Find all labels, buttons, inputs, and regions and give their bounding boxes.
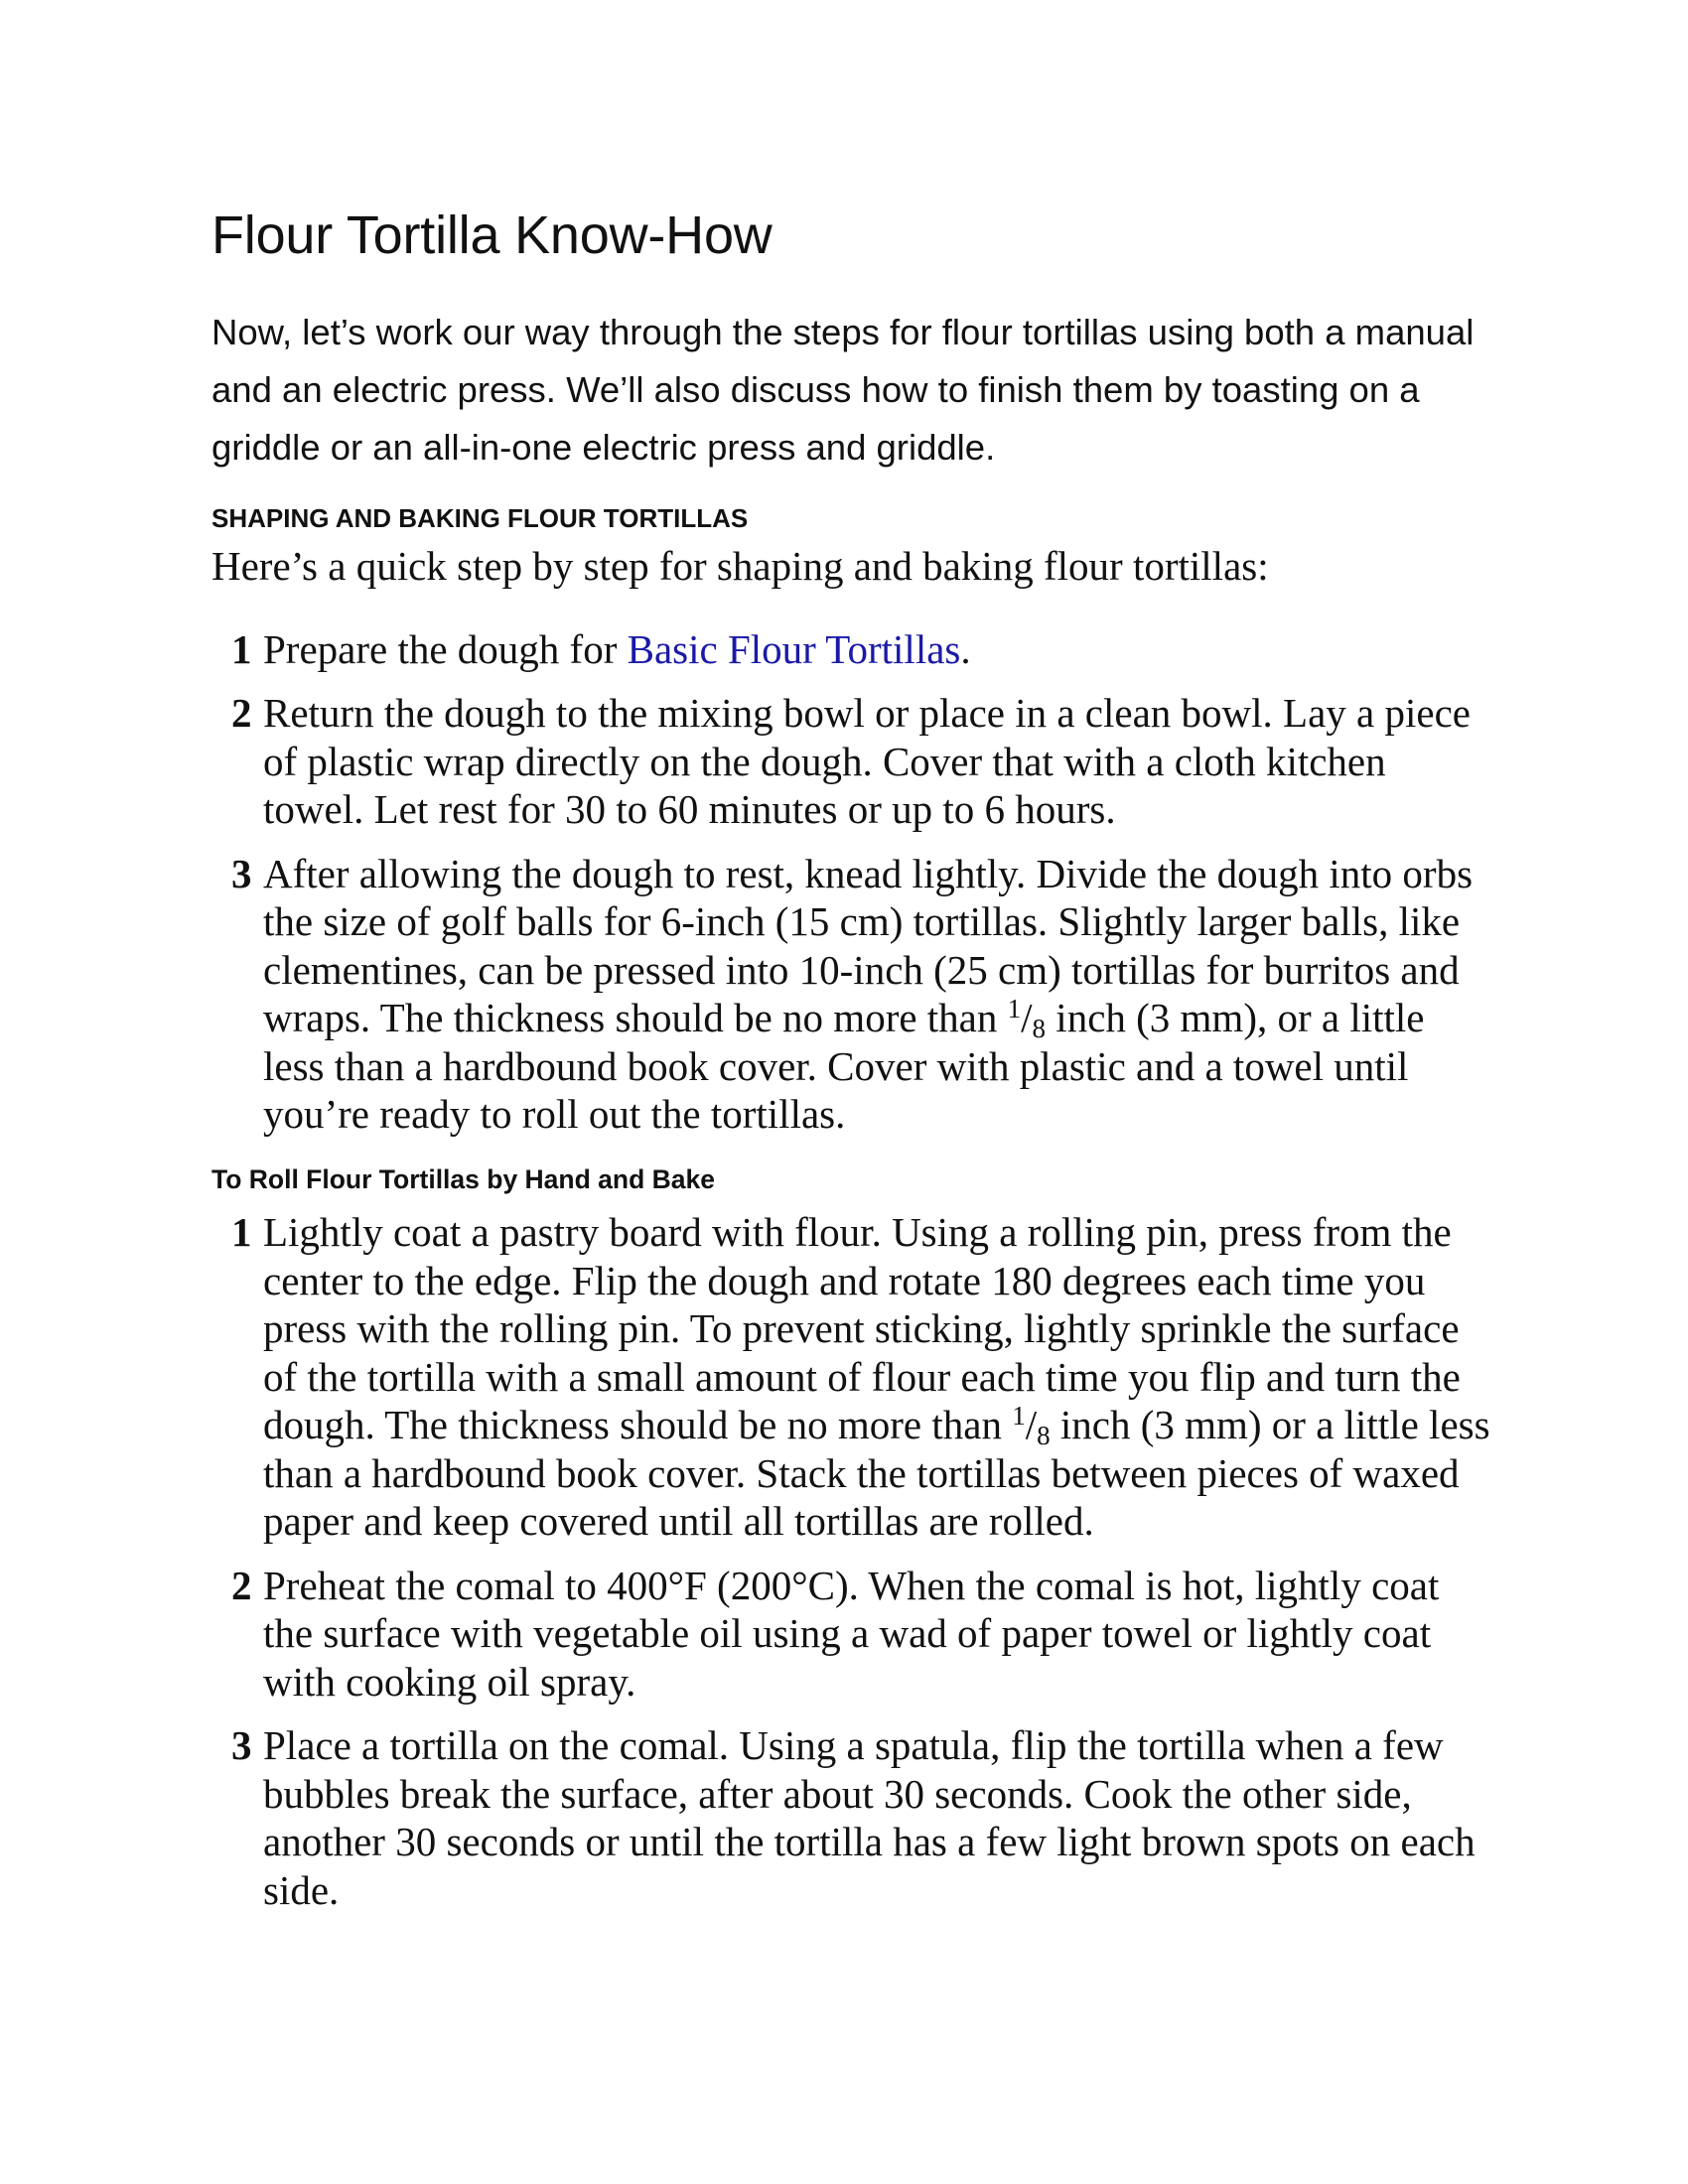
step-number: 1 — [231, 1209, 252, 1256]
section-heading-roll-by-hand: To Roll Flour Tortillas by Hand and Bake — [211, 1163, 715, 1194]
step-text: After allowing the dough to rest, knead lightly. Divide the dough into orbs the size of golf balls for 6-inch (15 cm) tortillas. Slightly larger balls, like clementines, can be pressed into 10-inch (25 cm) tortillas for burritos and wraps. The thickness should be no more than — [263, 850, 1474, 1041]
step-number: 3 — [231, 850, 252, 896]
fraction-denominator: 8 — [1037, 1421, 1051, 1451]
step-item — [211, 625, 1492, 674]
intro-paragraph: Now, let’s work our way through the steps for flour tortillas using both a manual and an electric press. We’ll also discuss how to finish them by toasting on a griddle or an all-in-one electric press and griddle. — [211, 311, 1475, 468]
step-text: . — [960, 625, 971, 672]
step-text: inch (3 mm), or a little less than a hardbound book cover. Cover with plastic and a towel until you’re ready to roll out the tortillas. — [263, 995, 1425, 1138]
fraction-denominator: 8 — [1032, 1014, 1047, 1044]
step-item — [211, 850, 1492, 1139]
document-page — [211, 204, 1492, 1930]
step-number: 2 — [231, 1562, 252, 1608]
step-item — [211, 689, 1492, 834]
step-number: 1 — [231, 625, 252, 672]
shaping-steps-list — [211, 625, 1492, 1139]
fraction-one-eighth: $^1/_8$ — [1012, 1401, 1051, 1451]
section-lead: Here’s a quick step by step for shaping and baking flour tortillas: — [211, 542, 1269, 589]
step-text: Preheat the comal to 400°F (200°C). When the comal is hot, lightly coat the surface with vegetable oil using a wad of paper towel or lightly coat with cooking oil spray. — [263, 1562, 1440, 1705]
step-number: 2 — [231, 690, 252, 737]
step-text: inch (3 mm) or a little less than a hardbound book cover. Stack the tortillas between pieces of waxed paper and keep covered until all tortillas are rolled. — [263, 1402, 1490, 1545]
step-text: Return the dough to the mixing bowl or place in a clean bowl. Lay a piece of plastic wrap directly on the dough. Cover that with a cloth kitchen towel. Let rest for 30 to 60 minutes or up to 6 hours. — [263, 690, 1471, 833]
step-text: Place a tortilla on the comal. Using a spatula, flip the tortilla when a few bubbles break the surface, after about 30 seconds. Cook the other side, another 30 seconds or until the tortilla has a few light brown spots on each side. — [263, 1722, 1476, 1913]
step-item — [211, 1208, 1492, 1546]
fraction-numerator: 1 — [1007, 994, 1022, 1024]
step-item — [211, 1562, 1492, 1706]
step-text: Prepare the dough for — [263, 625, 628, 672]
roll-steps-list — [211, 1208, 1492, 1914]
page-title: Flour Tortilla Know-How — [211, 205, 773, 265]
step-item — [211, 1721, 1492, 1914]
basic-flour-tortillas-link[interactable]: Basic Flour Tortillas — [627, 625, 961, 672]
fraction-one-eighth: $^1/_8$ — [1007, 994, 1047, 1044]
step-text: Lightly coat a pastry board with flour. Using a rolling pin, press from the center to the edge. Flip the dough and rotate 180 degrees each time you press with the rolling pin. To prevent sticking, lightly sprinkle the surface of the tortilla with a small amount of flour each time you flip and turn the dough. The thickness should be no more than — [263, 1209, 1461, 1448]
step-number: 3 — [231, 1722, 252, 1769]
section-heading-shaping: SHAPING AND BAKING FLOUR TORTILLAS — [211, 502, 749, 533]
fraction-numerator: 1 — [1012, 1401, 1026, 1432]
